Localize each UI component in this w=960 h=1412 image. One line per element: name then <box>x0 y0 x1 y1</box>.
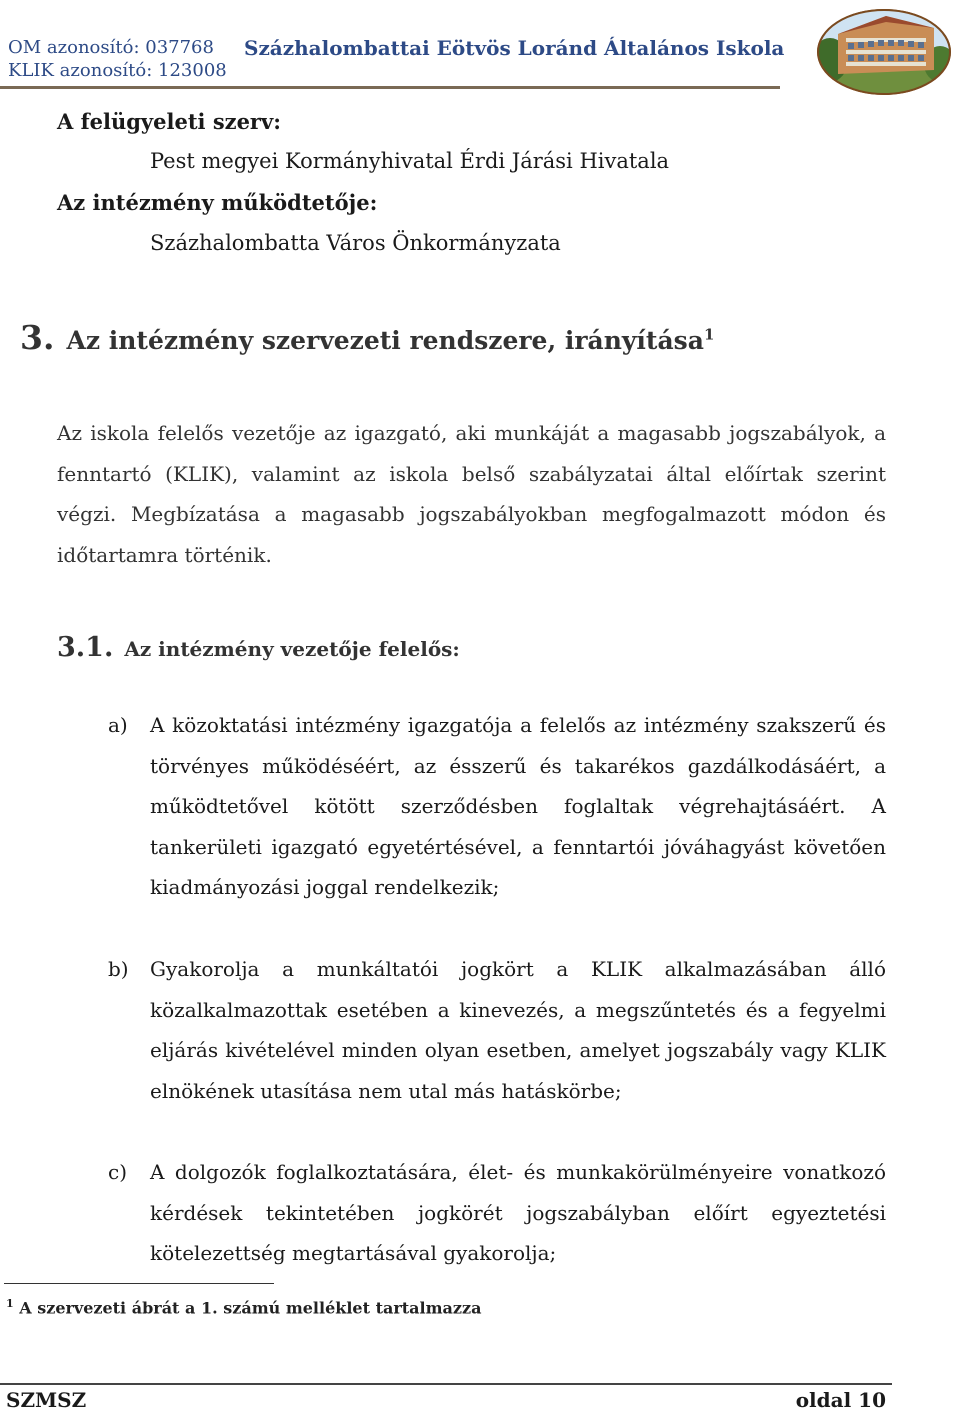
footnote-text: A szervezeti ábrát a 1. számú melléklet tartalmazza <box>19 1298 482 1318</box>
list-marker: b) <box>108 957 129 981</box>
list-item <box>108 949 886 1111</box>
footnote-number: 1 <box>6 1297 14 1310</box>
operator-value: Százhalombatta Város Önkormányzata <box>150 231 561 255</box>
section-3-1-heading <box>57 632 460 663</box>
header-ids <box>8 36 227 82</box>
page-number: oldal 10 <box>795 1388 886 1412</box>
operator-label: Az intézmény működtetője: <box>57 190 378 215</box>
section-3-1-number: 3.1. <box>57 632 114 663</box>
section-3-paragraph: Az iskola felelős vezetője az igazgató, aki munkáját a magasabb jogszabályok, a fenntartó (KLIK), valamint az iskola belső szabályzatai által előírtak szerint végzi. Megbízatása a magasabb jogszabályokban megfogalmazott módon és időtartamra történik. <box>57 421 886 567</box>
supervisor-label: A felügyeleti szerv: <box>57 109 281 134</box>
footer-doc-name: SZMSZ <box>6 1388 87 1412</box>
list-marker: a) <box>108 713 128 737</box>
list-item-text: A dolgozók foglalkoztatására, élet- és munkakörülményeire vonatkozó kérdések tekintetében jogkörét jogszabályban előírt egyeztetési kötelezettség megtartásával gyakorolja; <box>150 1160 886 1266</box>
section-3-title: Az intézmény szervezeti rendszere, irányítása <box>66 326 704 355</box>
supervisor-value: Pest megyei Kormányhivatal Érdi Járási Hivatala <box>150 149 670 173</box>
section-3-1-title: Az intézmény vezetője felelős: <box>124 637 460 661</box>
list-item <box>108 1152 886 1274</box>
footer-divider <box>0 1383 892 1385</box>
list-marker: c) <box>108 1160 128 1184</box>
header-divider <box>0 86 780 89</box>
klik-id: KLIK azonosító: 123008 <box>8 60 227 81</box>
footnote <box>6 1297 481 1317</box>
section-3-heading <box>20 318 714 357</box>
om-id: OM azonosító: 037768 <box>8 37 214 58</box>
list-item <box>108 705 886 908</box>
list-item-text: A közoktatási intézmény igazgatója a felelős az intézmény szakszerű és törvényes működéséért, az ésszerű és takarékos gazdálkodásáért, a működtetővel kötött szerződésben foglaltak végrehajtásáért. A tankerületi igazgató egyetértésével, a fenntartói jóváhagyást követően kiadmányozási joggal rendelkezik; <box>150 713 886 900</box>
footnote-divider <box>4 1283 274 1284</box>
school-name: Százhalombattai Eötvös Loránd Általános Iskola <box>244 36 785 60</box>
school-building-photo <box>816 8 952 96</box>
section-3-number: 3. <box>20 318 55 357</box>
footnote-ref: 1 <box>703 325 715 344</box>
list-item-text: Gyakorolja a munkáltatói jogkört a KLIK alkalmazásában álló közalkalmazottak esetében a kinevezés, a megszűntetés és a fegyelmi eljárás kivételével minden olyan esetben, amelyet jogszabály vagy KLIK elnökének utasítása nem utal más hatáskörbe; <box>150 957 886 1103</box>
